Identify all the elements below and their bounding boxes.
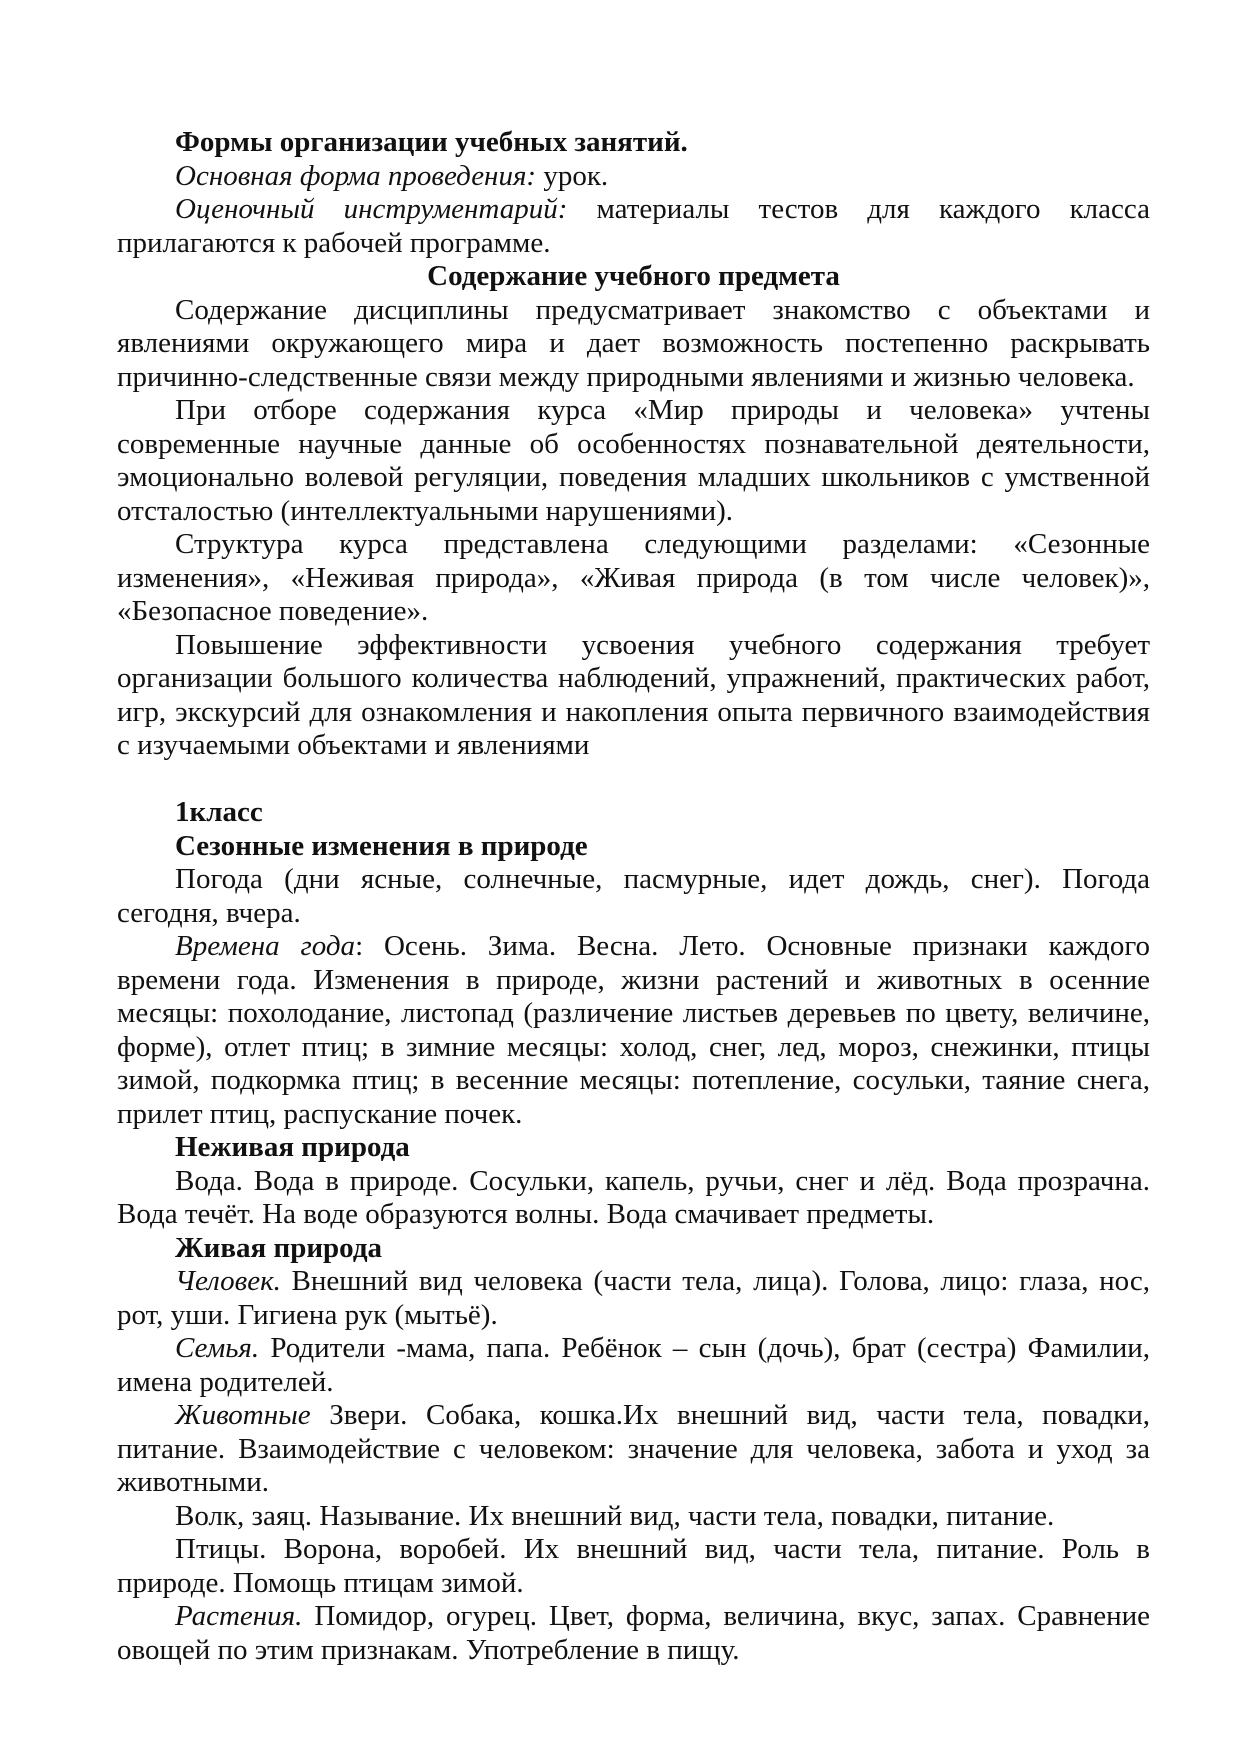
text-line bbox=[117, 160, 1150, 194]
line-text: животными. bbox=[117, 1466, 269, 1498]
line-text: эмоционально волевой регуляции, поведения младших школьников с умственной bbox=[117, 461, 1150, 493]
document-page bbox=[117, 126, 1150, 1667]
italic-term: Животные bbox=[175, 1399, 311, 1431]
text-line bbox=[117, 461, 1150, 495]
text-line bbox=[117, 227, 1150, 261]
italic-term: Человек. bbox=[175, 1265, 281, 1297]
italic-term: Семья. bbox=[175, 1332, 260, 1364]
line-text: овощей по этим признакам. Употребление в пищу. bbox=[117, 1633, 740, 1666]
paragraph bbox=[117, 1265, 1150, 1332]
text-line bbox=[117, 830, 1150, 864]
line-text: Внешний вид человека (части тела, лица). Голова, лицо: глаза, нос, bbox=[280, 1265, 1150, 1297]
italic-term: Растения. bbox=[175, 1600, 303, 1632]
paragraph bbox=[117, 1332, 1150, 1399]
line-text: Птицы. Ворона, воробей. Их внешний вид, части тела, питание. Роль в bbox=[175, 1533, 1150, 1565]
text-line bbox=[117, 528, 1150, 562]
paragraph bbox=[117, 394, 1150, 528]
line-text: Волк, заяц. Называние. Их внешний вид, части тела, повадки, питание. bbox=[175, 1499, 1055, 1532]
line-text: имена родителей. bbox=[117, 1365, 334, 1398]
line-text: отсталостью (интеллектуальными нарушениями). bbox=[117, 494, 734, 527]
italic-term: Основная форма проведения: bbox=[175, 159, 537, 192]
text-line bbox=[117, 897, 1150, 931]
paragraph bbox=[117, 160, 1150, 194]
paragraph bbox=[117, 1399, 1150, 1500]
line-text: зимой, подкормка птиц; в весенние месяцы: потепление, сосульки, таяние снега, bbox=[117, 1064, 1150, 1096]
line-text: причинно-следственные связи между природными явлениями и жизнью человека. bbox=[117, 360, 1135, 393]
paragraph bbox=[117, 1165, 1150, 1232]
line-text: Повышение эффективности усвоения учебного содержания требует bbox=[175, 628, 1150, 661]
line-text: 1класс bbox=[175, 796, 263, 828]
line-text: сегодня, вчера. bbox=[117, 896, 301, 929]
section-heading bbox=[117, 126, 1150, 160]
text-line bbox=[117, 428, 1150, 462]
section-heading bbox=[117, 1232, 1150, 1266]
line-text: прилет птиц, распускание почек. bbox=[117, 1097, 523, 1130]
text-line bbox=[117, 1466, 1150, 1500]
line-text: природе. Помощь птицам зимой. bbox=[117, 1566, 524, 1599]
text-line bbox=[117, 662, 1150, 696]
text-line bbox=[117, 1232, 1150, 1266]
text-line bbox=[117, 1064, 1150, 1098]
text-line bbox=[117, 696, 1150, 730]
text-line bbox=[117, 729, 1150, 763]
text-line bbox=[117, 1265, 1150, 1299]
text-line bbox=[117, 294, 1150, 328]
text-line bbox=[117, 796, 1150, 830]
line-text: Родители -мама, папа. Ребёнок – сын (дочь), брат (сестра) Фамилии, bbox=[259, 1332, 1150, 1364]
text-line bbox=[117, 193, 1150, 227]
text-line bbox=[117, 1399, 1150, 1433]
line-text: Содержание дисциплины предусматривает знакомство с объектами и bbox=[175, 293, 1150, 326]
line-text: явлениями окружающего мира и дает возможность постепенно раскрывать bbox=[117, 327, 1150, 359]
italic-term: Оценочный инструментарий: bbox=[175, 193, 568, 225]
text-line bbox=[117, 495, 1150, 529]
line-text: современные научные данные об особенностях познавательной деятельности, bbox=[117, 427, 1150, 460]
line-text: материалы тестов для каждого класса bbox=[567, 193, 1150, 225]
text-line bbox=[117, 260, 1150, 294]
line-text: Содержание учебного предмета bbox=[427, 260, 840, 292]
section-heading bbox=[117, 1131, 1150, 1165]
text-line bbox=[117, 562, 1150, 596]
line-text: При отборе содержания курса «Мир природы и человека» учтены bbox=[175, 394, 1150, 426]
line-text: рот, уши. Гигиена рук (мытьё). bbox=[117, 1298, 498, 1331]
line-text: игр, экскурсий для ознакомления и накопления опыта первичного взаимодействия bbox=[117, 695, 1150, 728]
text-line bbox=[117, 361, 1150, 395]
blank-line bbox=[117, 763, 1150, 797]
paragraph bbox=[117, 193, 1150, 260]
paragraph bbox=[117, 528, 1150, 629]
paragraph bbox=[117, 629, 1150, 763]
line-text: Живая природа bbox=[175, 1231, 382, 1264]
line-text: Вода. Вода в природе. Сосульки, капель, ручьи, снег и лёд. Вода прозрачна. bbox=[175, 1164, 1150, 1197]
italic-term: Времена года bbox=[175, 930, 356, 962]
text-line bbox=[117, 595, 1150, 629]
text-line bbox=[117, 997, 1150, 1031]
line-text: Помидор, огурец. Цвет, форма, величина, вкус, запах. Сравнение bbox=[302, 1600, 1150, 1632]
paragraph bbox=[117, 294, 1150, 395]
line-text: времени года. Изменения в природе, жизни растений и животных в осенние bbox=[117, 963, 1150, 996]
line-text: Сезонные изменения в природе bbox=[175, 829, 588, 862]
line-text: месяцы: похолодание, листопад (различение листьев деревьев по цвету, величине, bbox=[117, 997, 1150, 1029]
text-line bbox=[117, 964, 1150, 998]
paragraph bbox=[117, 1600, 1150, 1667]
line-text: Неживая природа bbox=[175, 1131, 410, 1163]
section-heading bbox=[117, 830, 1150, 864]
paragraph bbox=[117, 1533, 1150, 1600]
line-text: Структура курса представлена следующими разделами: «Сезонные bbox=[175, 528, 1150, 560]
text-line bbox=[117, 1567, 1150, 1601]
line-text: : Осень. Зима. Весна. Лето. Основные признаки каждого bbox=[355, 930, 1150, 962]
text-line bbox=[117, 1533, 1150, 1567]
line-text: с изучаемыми объектами и явлениями bbox=[117, 729, 590, 761]
line-text: форме), отлет птиц; в зимние месяцы: холод, снег, лед, мороз, снежинки, птицы bbox=[117, 1030, 1150, 1063]
text-line bbox=[117, 1634, 1150, 1668]
text-line bbox=[117, 327, 1150, 361]
text-line bbox=[117, 1198, 1150, 1232]
line-text: питание. Взаимодействие с человеком: значение для человека, забота и уход за bbox=[117, 1432, 1150, 1465]
line-text: организации большого количества наблюдений, упражнений, практических работ, bbox=[117, 662, 1150, 694]
line-text: Формы организации учебных занятий. bbox=[175, 126, 688, 158]
text-line bbox=[117, 1500, 1150, 1534]
line-text: прилагаются к рабочей программе. bbox=[117, 226, 551, 259]
line-text: урок. bbox=[536, 159, 609, 192]
text-line bbox=[117, 1600, 1150, 1634]
text-line bbox=[117, 1332, 1150, 1366]
line-text: Погода (дни ясные, солнечные, пасмурные, идет дождь, снег). Погода bbox=[175, 863, 1150, 895]
text-line bbox=[117, 930, 1150, 964]
text-line bbox=[117, 1366, 1150, 1400]
text-line bbox=[117, 1131, 1150, 1165]
text-line bbox=[117, 394, 1150, 428]
text-line bbox=[117, 1433, 1150, 1467]
text-line bbox=[117, 863, 1150, 897]
text-line bbox=[117, 1165, 1150, 1199]
text-line bbox=[117, 1098, 1150, 1132]
line-text: Звери. Собака, кошка.Их внешний вид, части тела, повадки, bbox=[310, 1399, 1150, 1431]
line-text: Вода течёт. На воде образуются волны. Вода смачивает предметы. bbox=[117, 1198, 935, 1230]
section-heading bbox=[117, 796, 1150, 830]
text-line bbox=[117, 1031, 1150, 1065]
text-line bbox=[117, 126, 1150, 160]
text-line bbox=[117, 1299, 1150, 1333]
line-text: изменения», «Неживая природа», «Живая природа (в том числе человек)», bbox=[117, 561, 1150, 594]
paragraph bbox=[117, 1500, 1150, 1534]
section-heading bbox=[117, 260, 1150, 294]
text-line bbox=[117, 629, 1150, 663]
line-text: «Безопасное поведение». bbox=[117, 595, 429, 627]
paragraph bbox=[117, 930, 1150, 1131]
paragraph bbox=[117, 863, 1150, 930]
